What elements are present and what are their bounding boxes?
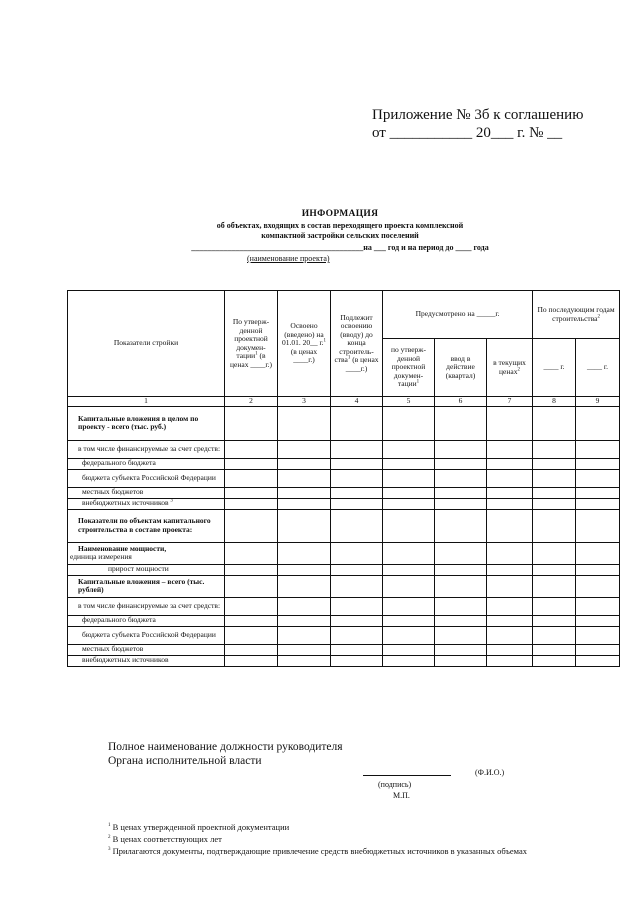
data-cell[interactable] <box>383 498 435 509</box>
table-row <box>68 509 620 542</box>
data-cell[interactable] <box>576 406 620 440</box>
data-cell[interactable] <box>576 644 620 655</box>
signature-line <box>363 774 451 776</box>
data-cell[interactable] <box>331 626 383 644</box>
data-cell[interactable] <box>331 406 383 440</box>
data-cell[interactable] <box>487 542 533 564</box>
table-row <box>68 458 620 469</box>
data-cell[interactable] <box>383 487 435 498</box>
data-cell[interactable] <box>576 542 620 564</box>
data-cell[interactable] <box>533 542 576 564</box>
data-cell[interactable] <box>383 542 435 564</box>
data-cell[interactable] <box>576 655 620 666</box>
table-row <box>68 487 620 498</box>
data-cell[interactable] <box>435 575 487 597</box>
header-year-1: ____ г. <box>533 339 576 397</box>
data-cell[interactable] <box>225 509 278 542</box>
data-cell[interactable] <box>278 542 331 564</box>
data-cell[interactable] <box>576 458 620 469</box>
data-cell[interactable] <box>331 597 383 615</box>
row-label: прирост мощности <box>68 564 225 575</box>
header-planned-group: Предусмотрено на _____г. <box>383 291 533 339</box>
data-cell[interactable] <box>225 575 278 597</box>
data-cell[interactable] <box>435 597 487 615</box>
data-cell[interactable] <box>383 626 435 644</box>
header-indicators: Показатели стройки <box>68 291 225 397</box>
row-label: бюджета субъекта Российской Федерации <box>68 469 225 487</box>
table-row <box>68 406 620 440</box>
data-cell[interactable] <box>331 440 383 458</box>
data-cell[interactable] <box>331 615 383 626</box>
data-cell[interactable] <box>331 487 383 498</box>
data-cell[interactable] <box>435 655 487 666</box>
row-label: Показатели по объектам капитального строительства в составе проекта: <box>68 509 225 542</box>
data-cell[interactable] <box>487 458 533 469</box>
data-cell[interactable] <box>331 458 383 469</box>
data-cell[interactable] <box>383 597 435 615</box>
data-cell[interactable] <box>225 487 278 498</box>
data-cell[interactable] <box>435 469 487 487</box>
title-line-1: об объектах, входящих в состав переходящего проекта комплексной <box>216 221 464 230</box>
row-label: в том числе финансируемые за счет средств: <box>68 440 225 458</box>
table-row <box>68 542 620 564</box>
signature-caption: (подпись) <box>378 780 412 789</box>
header-mastered: Освоено (введено) на 01.01. 20__ г.$^1$ (в ценах ____г.) <box>278 291 331 397</box>
data-cell[interactable] <box>225 597 278 615</box>
footnote-2: $^2$ В ценах соответствующих лет <box>108 834 222 844</box>
row-label: Наименование мощности, единица измерения <box>68 542 225 564</box>
title-line-2: компактной застройки сельских поселений <box>261 231 419 240</box>
data-cell[interactable] <box>278 644 331 655</box>
table-row <box>68 469 620 487</box>
data-cell[interactable] <box>225 564 278 575</box>
data-cell[interactable] <box>533 469 576 487</box>
name-caption: (Ф.И.О.) <box>475 768 505 777</box>
data-cell[interactable] <box>435 564 487 575</box>
col-number: 4 <box>331 397 383 407</box>
data-cell[interactable] <box>533 564 576 575</box>
data-cell[interactable] <box>331 575 383 597</box>
project-name-caption: (наименование проекта) <box>247 254 330 263</box>
data-cell[interactable] <box>278 564 331 575</box>
data-cell[interactable] <box>225 406 278 440</box>
header-commissioning: ввод в действие (квартал) <box>435 339 487 397</box>
data-cell[interactable] <box>435 458 487 469</box>
data-cell[interactable] <box>225 644 278 655</box>
data-cell[interactable] <box>487 626 533 644</box>
col-number: 7 <box>487 397 533 407</box>
data-cell[interactable] <box>533 440 576 458</box>
data-cell[interactable] <box>435 509 487 542</box>
table-row <box>68 655 620 666</box>
data-cell[interactable] <box>533 575 576 597</box>
data-cell[interactable] <box>225 655 278 666</box>
data-cell[interactable] <box>225 626 278 644</box>
document-title: ИНФОРМАЦИЯ <box>301 209 379 219</box>
data-cell[interactable] <box>225 615 278 626</box>
table-row <box>68 575 620 597</box>
appendix-title: Приложение № 3б к соглашению <box>372 107 584 123</box>
row-label: в том числе финансируемые за счет средств: <box>68 597 225 615</box>
row-label: федерального бюджета <box>68 615 225 626</box>
data-cell[interactable] <box>576 469 620 487</box>
data-cell[interactable] <box>278 498 331 509</box>
data-cell[interactable] <box>487 469 533 487</box>
data-cell[interactable] <box>533 487 576 498</box>
data-cell[interactable] <box>383 440 435 458</box>
data-cell[interactable] <box>383 469 435 487</box>
data-cell[interactable] <box>487 509 533 542</box>
data-cell[interactable] <box>533 626 576 644</box>
data-cell[interactable] <box>576 487 620 498</box>
data-cell[interactable] <box>278 509 331 542</box>
data-cell[interactable] <box>278 458 331 469</box>
row-label: местных бюджетов <box>68 487 225 498</box>
table-row <box>68 644 620 655</box>
data-cell[interactable] <box>225 498 278 509</box>
data-cell[interactable] <box>487 487 533 498</box>
table-row <box>68 440 620 458</box>
data-cell[interactable] <box>331 564 383 575</box>
data-cell[interactable] <box>383 564 435 575</box>
data-cell[interactable] <box>278 469 331 487</box>
data-cell[interactable] <box>383 655 435 666</box>
data-cell[interactable] <box>225 458 278 469</box>
data-cell[interactable] <box>435 615 487 626</box>
data-cell[interactable] <box>487 655 533 666</box>
data-cell[interactable] <box>576 498 620 509</box>
data-cell[interactable] <box>487 564 533 575</box>
footnote-1: $^1$ В ценах утвержденной проектной документации <box>108 822 290 832</box>
data-cell[interactable] <box>576 615 620 626</box>
data-cell[interactable] <box>487 615 533 626</box>
data-cell[interactable] <box>278 626 331 644</box>
stamp-mark: М.П. <box>393 791 410 800</box>
row-label: внебюджетных источников <box>68 655 225 666</box>
data-cell[interactable] <box>225 542 278 564</box>
data-cell[interactable] <box>487 440 533 458</box>
data-cell[interactable] <box>278 487 331 498</box>
data-cell[interactable] <box>331 509 383 542</box>
data-cell[interactable] <box>435 406 487 440</box>
data-cell[interactable] <box>487 575 533 597</box>
data-cell[interactable] <box>331 542 383 564</box>
data-cell[interactable] <box>383 509 435 542</box>
data-cell[interactable] <box>576 575 620 597</box>
data-cell[interactable] <box>576 440 620 458</box>
data-cell[interactable] <box>487 597 533 615</box>
row-label: местных бюджетов <box>68 644 225 655</box>
data-cell[interactable] <box>225 469 278 487</box>
data-cell[interactable] <box>383 458 435 469</box>
data-cell[interactable] <box>383 406 435 440</box>
data-cell[interactable] <box>576 564 620 575</box>
position-line-1: Полное наименование должности руководителя <box>108 741 343 753</box>
data-cell[interactable] <box>278 440 331 458</box>
col-number: 9 <box>576 397 620 407</box>
header-year-2: ____ г. <box>576 339 620 397</box>
data-cell[interactable] <box>435 542 487 564</box>
title-line-3: ___________________________________________на ___ год и на период до ____ года <box>191 243 489 252</box>
row-label: федерального бюджета <box>68 458 225 469</box>
table-row <box>68 498 620 509</box>
col-number: 5 <box>383 397 435 407</box>
header-subsequent-group: По последующим годам строительства$^2$ <box>533 291 620 339</box>
data-cell[interactable] <box>533 509 576 542</box>
data-cell[interactable] <box>435 498 487 509</box>
data-cell[interactable] <box>576 597 620 615</box>
data-cell[interactable] <box>435 644 487 655</box>
data-cell[interactable] <box>278 615 331 626</box>
data-cell[interactable] <box>278 575 331 597</box>
data-cell[interactable] <box>278 406 331 440</box>
data-cell[interactable] <box>533 498 576 509</box>
col-number: 2 <box>225 397 278 407</box>
data-cell[interactable] <box>487 644 533 655</box>
header-remaining: Подлежит освоению (вводу) до конца строитель-ства$^1$ (в ценах ____г.) <box>331 291 383 397</box>
row-label: внебюджетных источников $^3$ <box>68 498 225 509</box>
data-cell[interactable] <box>576 626 620 644</box>
data-cell[interactable] <box>331 655 383 666</box>
row-label: Капитальные вложения в целом по проекту - всего (тыс. руб.) <box>68 406 225 440</box>
row-label: Капитальные вложения – всего (тыс. рублей) <box>68 575 225 597</box>
data-cell[interactable] <box>225 440 278 458</box>
data-cell[interactable] <box>278 597 331 615</box>
footnote-3: $^3$ Прилагаются документы, подтверждающие привлечение средств внебюджетных источников в указанных объемах <box>108 846 527 856</box>
col-number: 6 <box>435 397 487 407</box>
data-cell[interactable] <box>533 597 576 615</box>
data-cell[interactable] <box>435 487 487 498</box>
table-row <box>68 626 620 644</box>
data-cell[interactable] <box>487 406 533 440</box>
agreement-date-line: от ___________ 20___ г. № __ <box>372 125 563 141</box>
col-number: 1 <box>68 397 225 407</box>
data-cell[interactable] <box>331 644 383 655</box>
data-cell[interactable] <box>383 575 435 597</box>
data-cell[interactable] <box>533 655 576 666</box>
data-cell[interactable] <box>533 644 576 655</box>
table-row <box>68 564 620 575</box>
data-cell[interactable] <box>533 458 576 469</box>
data-cell[interactable] <box>278 655 331 666</box>
data-cell[interactable] <box>383 615 435 626</box>
data-cell[interactable] <box>435 626 487 644</box>
data-cell[interactable] <box>533 406 576 440</box>
header-approved-docs: По утверж-денной проектной докумен-тации$^1$ (в ценах ____г.) <box>225 291 278 397</box>
col-number: 8 <box>533 397 576 407</box>
data-cell[interactable] <box>383 644 435 655</box>
table-row <box>68 615 620 626</box>
position-line-2: Органа исполнительной власти <box>108 755 262 767</box>
data-cell[interactable] <box>576 509 620 542</box>
data-cell[interactable] <box>331 469 383 487</box>
table-row <box>68 597 620 615</box>
row-label: бюджета субъекта Российской Федерации <box>68 626 225 644</box>
data-cell[interactable] <box>435 440 487 458</box>
header-planned-approved: по утверж-денной проектной докумен-тации$^1$ <box>383 339 435 397</box>
data-cell[interactable] <box>533 615 576 626</box>
indicators-table <box>67 290 620 667</box>
data-cell[interactable] <box>487 498 533 509</box>
data-cell[interactable] <box>331 498 383 509</box>
header-current-prices: в текущих ценах$^2$ <box>487 339 533 397</box>
col-number: 3 <box>278 397 331 407</box>
